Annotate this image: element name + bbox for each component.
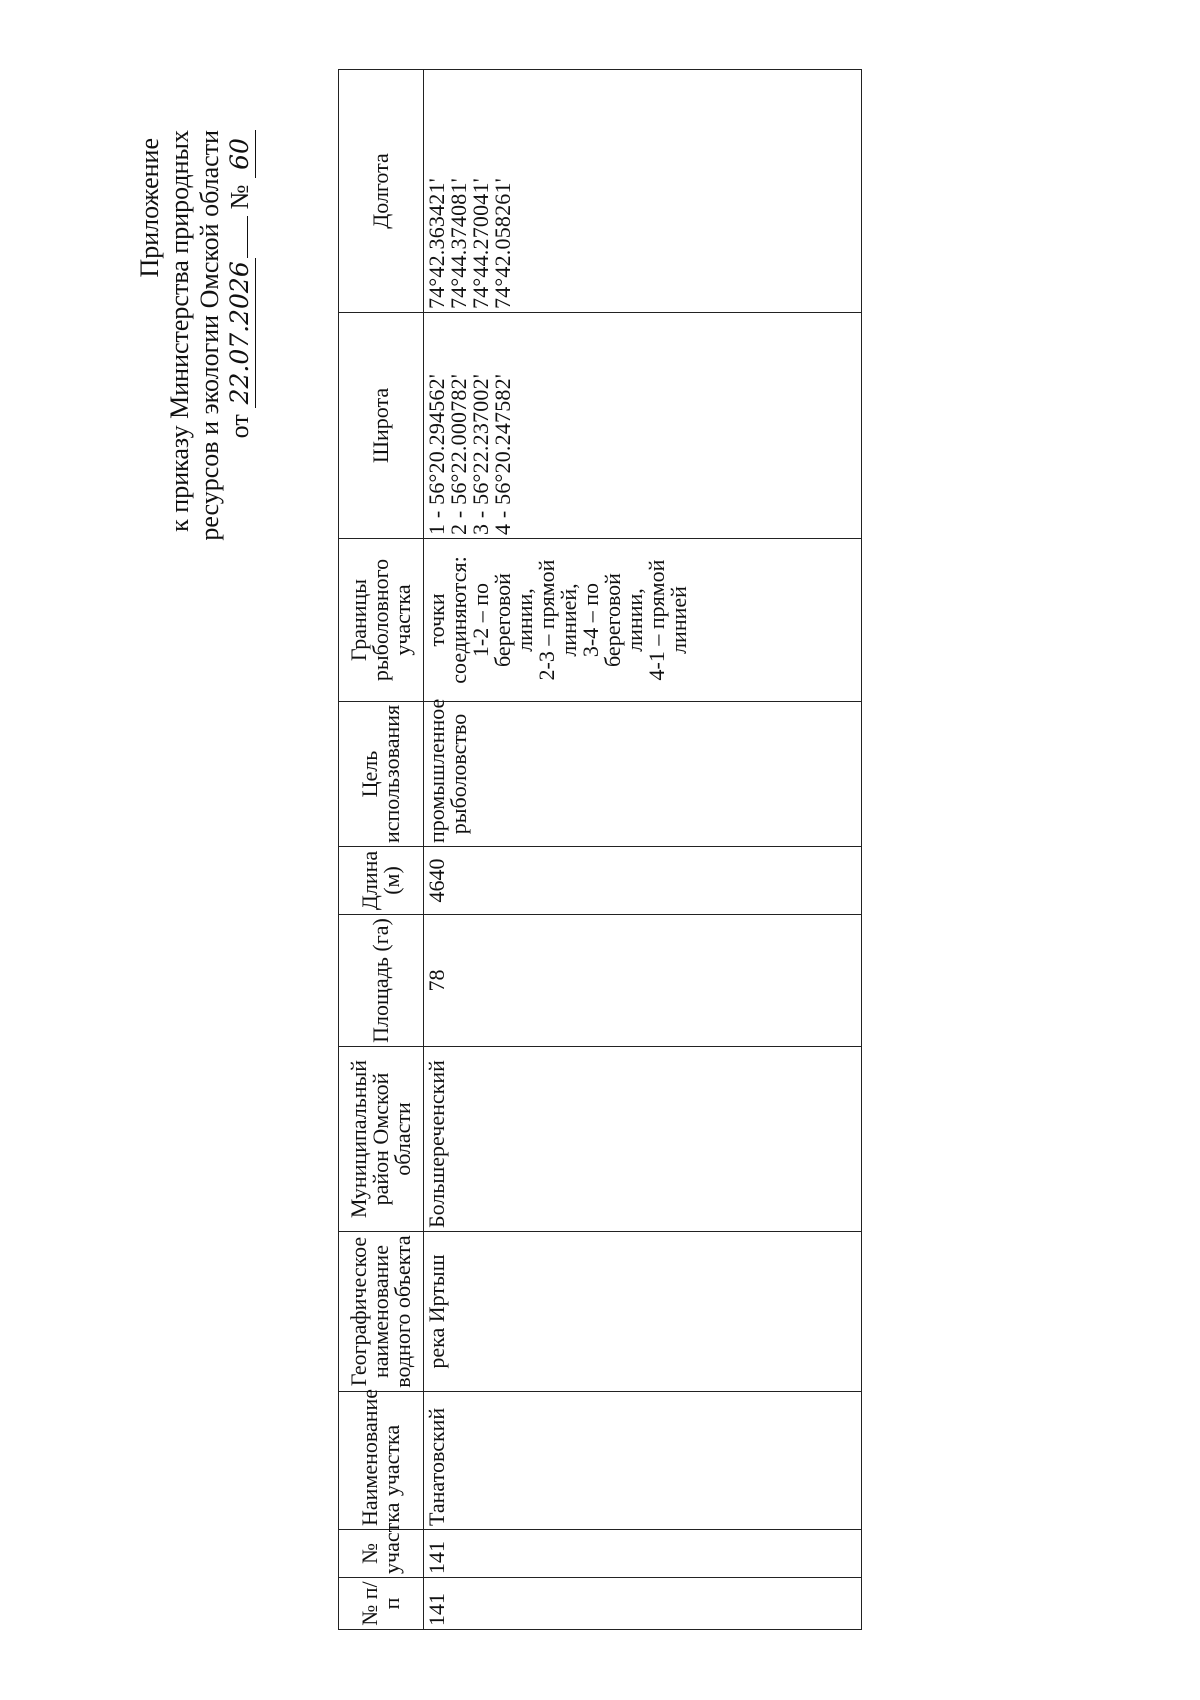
longitude-point: 74°42.363421' bbox=[424, 178, 449, 309]
cell-length: 4640 bbox=[424, 847, 862, 915]
cell-plot-name: Танатовский bbox=[424, 1392, 862, 1530]
date-number-line bbox=[225, 130, 256, 610]
signed-number: 60 bbox=[225, 130, 256, 178]
blank-underline bbox=[247, 216, 248, 258]
number-label: № bbox=[225, 184, 254, 210]
boundary-line: 1-2 – по bbox=[468, 582, 493, 658]
order-line-2: ресурсов и экологии Омской области bbox=[195, 130, 224, 541]
appendix-title: Приложение bbox=[135, 138, 164, 278]
latitude-point: 1 - 56°20.294562' bbox=[424, 374, 449, 535]
cell-purpose: промышленное рыболовство bbox=[424, 702, 862, 847]
boundary-line: соединяются: bbox=[446, 556, 471, 684]
col-header-purpose: Цель использования bbox=[339, 702, 424, 847]
from-label: от bbox=[225, 414, 254, 439]
cell-latitude bbox=[424, 313, 862, 539]
col-header-plot-no: № участка bbox=[339, 1530, 424, 1578]
cell-longitude bbox=[424, 70, 862, 313]
signed-date: 22.07.2026 bbox=[225, 258, 256, 408]
fishing-plots-table bbox=[338, 69, 862, 1630]
cell-district: Большереченский bbox=[424, 1047, 862, 1232]
cell-boundaries bbox=[424, 539, 862, 702]
col-header-longitude: Долгота bbox=[339, 70, 424, 313]
cell-plot-no: 141 bbox=[424, 1530, 862, 1578]
boundary-line: линии, bbox=[622, 588, 647, 652]
cell-area: 78 bbox=[424, 915, 862, 1047]
col-header-water-body: Географическое наименование водного объекта bbox=[339, 1232, 424, 1392]
longitude-point: 74°44.374081' bbox=[446, 178, 471, 309]
col-header-length: Длина (м) bbox=[339, 847, 424, 915]
rotated-page bbox=[0, 60, 1000, 1700]
latitude-point: 4 - 56°20.247582' bbox=[490, 374, 515, 535]
table-row bbox=[424, 70, 862, 1630]
boundary-line: линией bbox=[666, 586, 691, 654]
longitude-point: 74°42.058261' bbox=[490, 178, 515, 309]
boundary-line: береговой bbox=[490, 573, 515, 667]
latitude-point: 3 - 56°22.237002' bbox=[468, 374, 493, 535]
col-header-boundaries: Границы рыболовного участка bbox=[339, 539, 424, 702]
col-header-plot-name: Наименование участка bbox=[339, 1392, 424, 1530]
boundary-line: линии, bbox=[512, 588, 537, 652]
boundary-line: береговой bbox=[600, 573, 625, 667]
longitude-point: 74°44.270041' bbox=[468, 178, 493, 309]
boundary-line: точки bbox=[424, 593, 449, 647]
col-header-latitude: Широта bbox=[339, 313, 424, 539]
boundary-line: 2-3 – прямой bbox=[534, 559, 559, 681]
boundary-line: 3-4 – по bbox=[578, 582, 603, 658]
boundary-line: линией, bbox=[556, 583, 581, 657]
col-header-pp: № п/п bbox=[339, 1578, 424, 1630]
cell-water-body: река Иртыш bbox=[424, 1232, 862, 1392]
col-header-area: Площадь (га) bbox=[339, 915, 424, 1047]
table-header-row bbox=[339, 70, 424, 1630]
cell-pp: 141 bbox=[424, 1578, 862, 1630]
boundary-line: 4-1 – прямой bbox=[644, 559, 669, 681]
latitude-point: 2 - 56°22.000782' bbox=[446, 374, 471, 535]
document-header bbox=[135, 130, 256, 610]
order-line-1: к приказу Министерства природных bbox=[165, 130, 194, 532]
col-header-district: Муниципальный район Омской области bbox=[339, 1047, 424, 1232]
